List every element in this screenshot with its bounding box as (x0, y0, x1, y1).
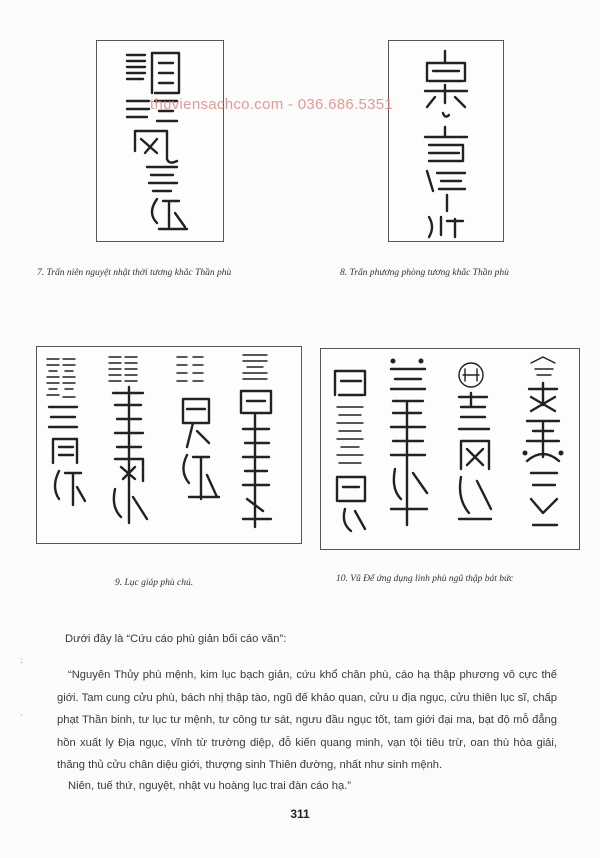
watermark: thuviensachco.com - 036.686.5351 (150, 96, 394, 113)
talisman-8-glyphs (389, 41, 503, 241)
prayer-paragraph: “Nguyên Thủy phù mệnh, kim lục bạch giản, cứu khổ chân phù, cáo hạ thập phương vô cực thế giới. Tam cung cửu phù, bách nhị thập tào, ngũ đế khảo quan, cửu u địa ngục, cửu thiên lục sĩ, chấp phạt Thần binh, tư lục tư mệnh, tư công tư sát, ngưu đầu ngục tốt, tam giới đại ma, bạt độ mỗ đẳng hồn xuất ly Địa ngục, vĩnh từ trường diệp, đỗ kiến quang minh, vạn tội tiêu trừ, oan thù hòa giải, thăng thủ cửu chân diệu giới, thượng sinh Thiên đường, nhất như sinh mệnh. (57, 669, 557, 771)
talisman-7-glyphs (97, 41, 223, 241)
margin-mark: : (20, 655, 23, 665)
closing-line: Niên, tuế thứ, nguyệt, nhật vu hoàng lục trai đàn cáo hạ.” (68, 780, 352, 792)
figure-7-caption: 7. Trấn niên nguyệt nhật thời tương khắc Thần phù (37, 268, 232, 278)
page-number: 311 (290, 807, 310, 821)
talisman-9-glyphs (37, 347, 301, 543)
talisman-figure-10 (320, 348, 580, 550)
talisman-10-glyphs (321, 349, 579, 549)
intro-line: Dưới đây là “Cứu cáo phù giản bối cáo văn”: (65, 633, 287, 645)
figure-9-caption: 9. Lục giáp phù chú. (115, 578, 194, 588)
talisman-figure-8 (388, 40, 504, 242)
figure-10-caption: 10. Vũ Đế ứng dụng linh phù ngũ thập bát bức (336, 574, 514, 584)
talisman-figure-7 (96, 40, 224, 242)
margin-mark: · (20, 710, 23, 720)
figure-8-caption: 8. Trấn phương phòng tương khắc Thần phù (340, 268, 509, 278)
talisman-figure-9 (36, 346, 302, 544)
